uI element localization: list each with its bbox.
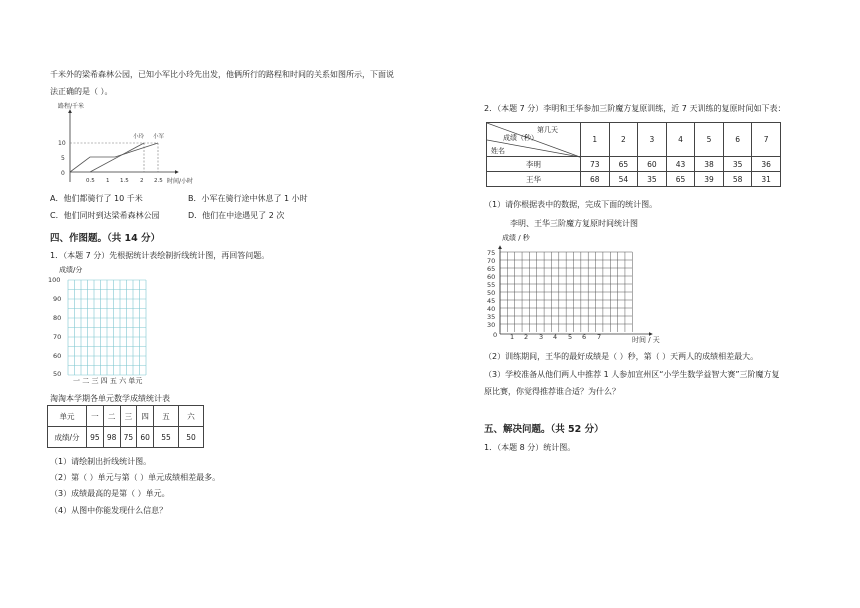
intro-line-2: 法正确的是（ ）。 [50, 87, 113, 96]
table2-cell: 68 [581, 172, 610, 187]
table2-cell: 43 [666, 157, 695, 172]
table1-cell: 98 [103, 427, 120, 448]
table2-day-header: 3 [638, 123, 667, 157]
grid1-ytick: 100 [48, 276, 61, 284]
graph1-ylabel: 路程/千米 [58, 103, 85, 110]
graph1-xtick: 1 [106, 178, 110, 184]
table2-cell: 58 [723, 172, 752, 187]
table2-cell: 31 [752, 172, 781, 187]
question-1-sub-2: （2）第（ ）单元与第（ ）单元成绩相差最多。 [50, 473, 221, 482]
intro-line-1: 千米外的梁希森林公园，已知小军比小玲先出发，他俩所行的路程和时间的关系如图所示，下面说 [50, 70, 394, 79]
table1-header-cell: 五 [154, 406, 179, 427]
table2-day-header: 2 [609, 123, 638, 157]
table1-header-cell: 四 [137, 406, 154, 427]
question-1-sub-3: （3）成绩最高的是第（ ）单元。 [50, 489, 170, 498]
table1-cell: 75 [120, 427, 137, 448]
graph1-ytick-0: 0 [61, 170, 65, 177]
table2-cell: 54 [609, 172, 638, 187]
chart2-origin: 0 [493, 331, 498, 339]
table2-day-header: 6 [723, 123, 752, 157]
graph1-xtick: 0.5 [86, 178, 95, 184]
graph1-line-xiaoling [90, 143, 144, 172]
table2-cell: 65 [666, 172, 695, 187]
grid1-ylabel: 成绩/分 [59, 266, 83, 274]
chart2-xlabel: 时间 / 天 [632, 336, 660, 344]
table2-corner-top: 第几天 [537, 126, 558, 134]
table1-cell: 60 [137, 427, 154, 448]
question-5-1-text: 1．（本题 8 分）统计图。 [484, 443, 576, 452]
chart2-ytick: 55 [487, 281, 496, 289]
question-2-sub-3-line-2: 原比赛，你觉得推荐谁合适？为什么？ [484, 387, 620, 396]
option-c: C．他们同时到达梁希森林公园 [50, 211, 160, 220]
table1-header-cell: 一 [87, 406, 104, 427]
chart2-ytick: 75 [487, 249, 496, 257]
question-1-sub-4: （4）从图中你能发现什么信息？ [50, 506, 168, 515]
grid1-ytick: 90 [53, 295, 62, 303]
table2-day-header: 1 [581, 123, 610, 157]
table1-header-cell: 三 [120, 406, 137, 427]
grid1-ytick: 80 [53, 314, 62, 322]
table2-cell: 36 [752, 157, 781, 172]
table2-cell: 35 [723, 157, 752, 172]
chart2-xtick: 2 [524, 333, 529, 341]
chart2-ytick: 40 [487, 305, 496, 313]
table2-cell: 38 [695, 157, 724, 172]
question-2-text: 2．（本题 7 分）李明和王华参加三阶魔方复原训练，近 7 天训练的复原时间如下表： [484, 104, 786, 113]
chart2-ylabel: 成绩 / 秒 [502, 234, 530, 242]
chart2-ytick: 70 [487, 257, 496, 265]
section-4-title: 四、作图题。（共 14 分） [50, 233, 161, 244]
grid1-ytick: 60 [53, 352, 62, 360]
table1-cell: 成绩/分 [48, 427, 87, 448]
grid1-x-labels: 一 二 三 四 五 六 单元 [73, 377, 143, 385]
table2-cell: 39 [695, 172, 724, 187]
chart2-xtick: 5 [568, 333, 573, 341]
table1-cell: 95 [87, 427, 104, 448]
chart2-xtick: 3 [539, 333, 544, 341]
chart2-xtick: 6 [582, 333, 587, 341]
table2-corner-bottom: 姓名 [491, 147, 505, 155]
table2-corner-mid: 成绩（秒） [503, 134, 538, 142]
option-a: A．他们都骑行了 10 千米 [50, 194, 143, 203]
table1-header-cell: 单元 [48, 406, 87, 427]
question-2-sub-3-line-1: （3）学校准备从他们两人中推荐 1 人参加宣州区“小学生数学益智大赛”三阶魔方复 [484, 370, 780, 379]
graph1-ytick-5: 5 [61, 155, 65, 162]
graph1-xtick: 1.5 [120, 178, 129, 184]
graph1-xtick: 2 [140, 178, 144, 184]
graph1-xtick: 2.5 [154, 178, 163, 184]
score-table [47, 405, 204, 448]
chart2-xtick: 1 [510, 333, 515, 341]
grid1-ytick: 70 [53, 333, 62, 341]
graph1-line-xiaojun [70, 143, 158, 172]
table2-name-cell: 李明 [487, 157, 581, 172]
table1-header-cell: 六 [179, 406, 204, 427]
chart2-ytick: 65 [487, 265, 496, 273]
table1-cell: 55 [154, 427, 179, 448]
graph1-xlabel: 时间/小时 [167, 178, 194, 185]
table2-corner-cell [487, 123, 581, 157]
table1-header-cell: 二 [103, 406, 120, 427]
option-b: B．小军在骑行途中休息了 1 小时 [188, 194, 308, 203]
section-5-title: 五、解决问题。（共 52 分） [484, 424, 604, 435]
table1-cell: 50 [179, 427, 204, 448]
question-2-sub-2: （2）训练期间，王华的最好成绩是（ ）秒，第（ ）天两人的成绩相差最大。 [484, 352, 759, 361]
grid1-ytick: 50 [53, 370, 62, 378]
chart2-ytick: 45 [487, 297, 496, 305]
table1-title: 淘淘本学期各单元数学成绩统计表 [50, 394, 170, 403]
graph1-label-xiaojun: 小军 [153, 134, 165, 140]
table2-cell: 73 [581, 157, 610, 172]
question-1-text: 1．（本题 7 分）先根据统计表绘制折线统计图，再回答问题。 [50, 251, 270, 260]
chart2-xtick: 7 [597, 333, 602, 341]
distance-time-graph [40, 100, 220, 190]
question-1-sub-1: （1）请绘制出折线统计图。 [50, 457, 152, 466]
cube-time-table [486, 122, 781, 187]
cube-time-chart-grid [480, 240, 680, 350]
table2-name-cell: 王华 [487, 172, 581, 187]
table2-cell: 65 [609, 157, 638, 172]
table2-day-header: 5 [695, 123, 724, 157]
table2-day-header: 7 [752, 123, 781, 157]
chart2-xtick: 4 [553, 333, 558, 341]
table2-cell: 35 [638, 172, 667, 187]
chart2-ytick: 30 [487, 321, 496, 329]
graph1-label-xiaoling: 小玲 [133, 134, 145, 140]
graph1-ytick-10: 10 [58, 140, 66, 147]
chart2-ytick: 60 [487, 273, 496, 281]
table2-day-header: 4 [666, 123, 695, 157]
chart2-ytick: 50 [487, 289, 496, 297]
option-d: D．他们在中途遇见了 2 次 [188, 211, 285, 220]
score-grid [48, 272, 158, 384]
question-2-sub-1: （1）请你根据表中的数据，完成下面的统计图。 [484, 200, 658, 209]
table2-cell: 60 [638, 157, 667, 172]
chart2-ytick: 35 [487, 313, 496, 321]
chart2-title: 李明、王华三阶魔方复原时间统计图 [510, 219, 638, 228]
